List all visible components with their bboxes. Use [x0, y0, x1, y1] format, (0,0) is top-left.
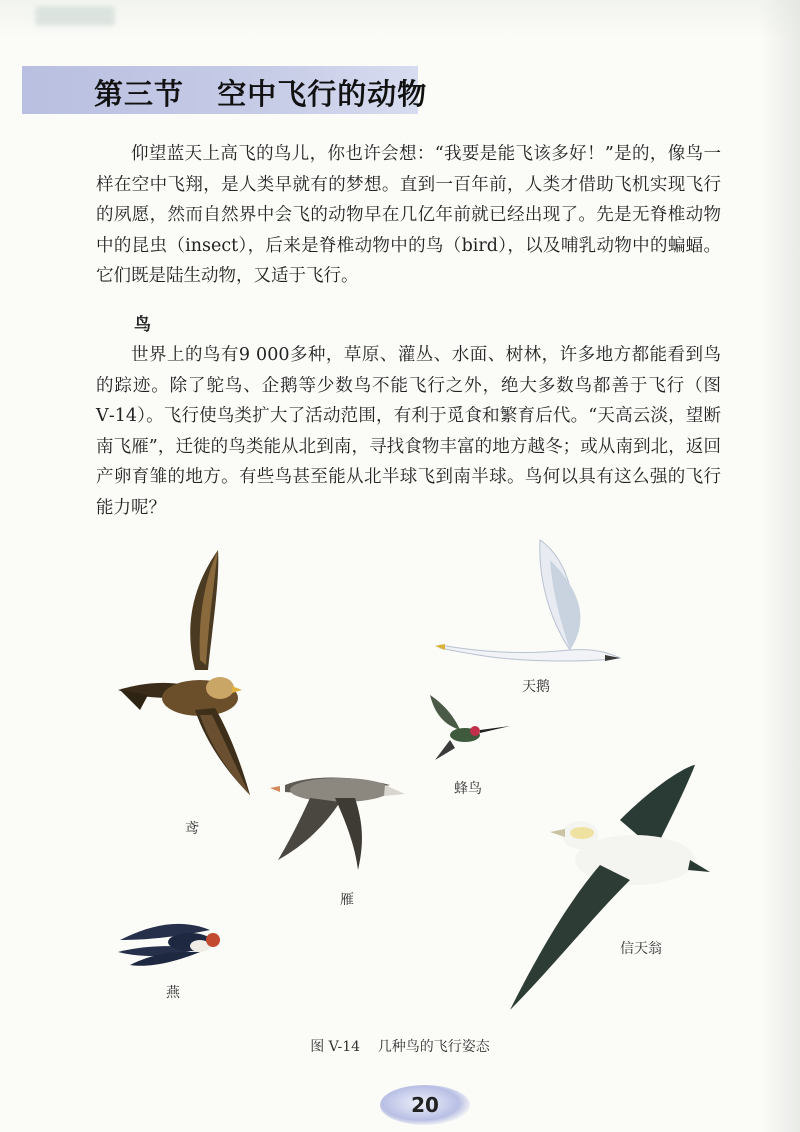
page-number-badge: [380, 1085, 470, 1125]
scan-smudge: [35, 6, 115, 26]
top-scan-band: [0, 0, 800, 40]
albatross-bird: [510, 765, 710, 1010]
page-edge-shadow: [760, 0, 800, 1132]
goose-label: 雁: [340, 892, 354, 908]
swallow-bird: [118, 924, 220, 966]
swan-label: 天鹅: [522, 679, 550, 695]
swan-bird: [435, 540, 620, 661]
section-header: [22, 66, 428, 114]
bird-illustration: [100, 520, 720, 1020]
page-number: 20: [411, 1093, 439, 1117]
section-title: 第三节 空中飞行的动物: [94, 77, 428, 111]
hummingbird-bird: [430, 695, 510, 760]
bird-paragraph: 世界上的鸟有9 000多种，草原、灌丛、水面、树林，许多地方都能看到鸟的踪迹。除了鸵鸟、企鹅等少数鸟不能飞行之外，绝大多数鸟都善于飞行（图Ⅴ-14）。飞行使鸟类扩大了活动范围，有利于觅食和繁育后代。“天高云淡，望断南飞雁”，迁徙的鸟类能从北到南，寻找食物丰富的地方越冬；或从南到北，返回产卵育雏的地方。有些鸟甚至能从北半球飞到南半球。鸟何以具有这么强的飞行能力呢？: [96, 345, 721, 518]
kite-label: 鸢: [185, 821, 199, 837]
swallow-label: 燕: [166, 985, 180, 1001]
goose-bird: [270, 778, 405, 871]
figure-caption: 图 V-14 几种鸟的飞行姿态: [310, 1039, 490, 1055]
kite-bird: [118, 550, 250, 795]
hummingbird-label: 蜂鸟: [454, 781, 482, 797]
intro-paragraph: 仰望蓝天上高飞的鸟儿，你也许会想：“我要是能飞该多好！”是的，像鸟一样在空中飞翔，是人类早就有的梦想。直到一百年前，人类才借助飞机实现飞行的夙愿，然而自然界中会飞的动物早在几亿年前就已经出现了。先是无脊椎动物中的昆虫（insect），后来是脊椎动物中的鸟（bird），以及哺乳动物中的蝙蝠。它们既是陆生动物，又适于飞行。: [96, 144, 721, 286]
albatross-label: 信天翁: [620, 941, 662, 957]
bird-heading: 鸟: [134, 315, 151, 335]
